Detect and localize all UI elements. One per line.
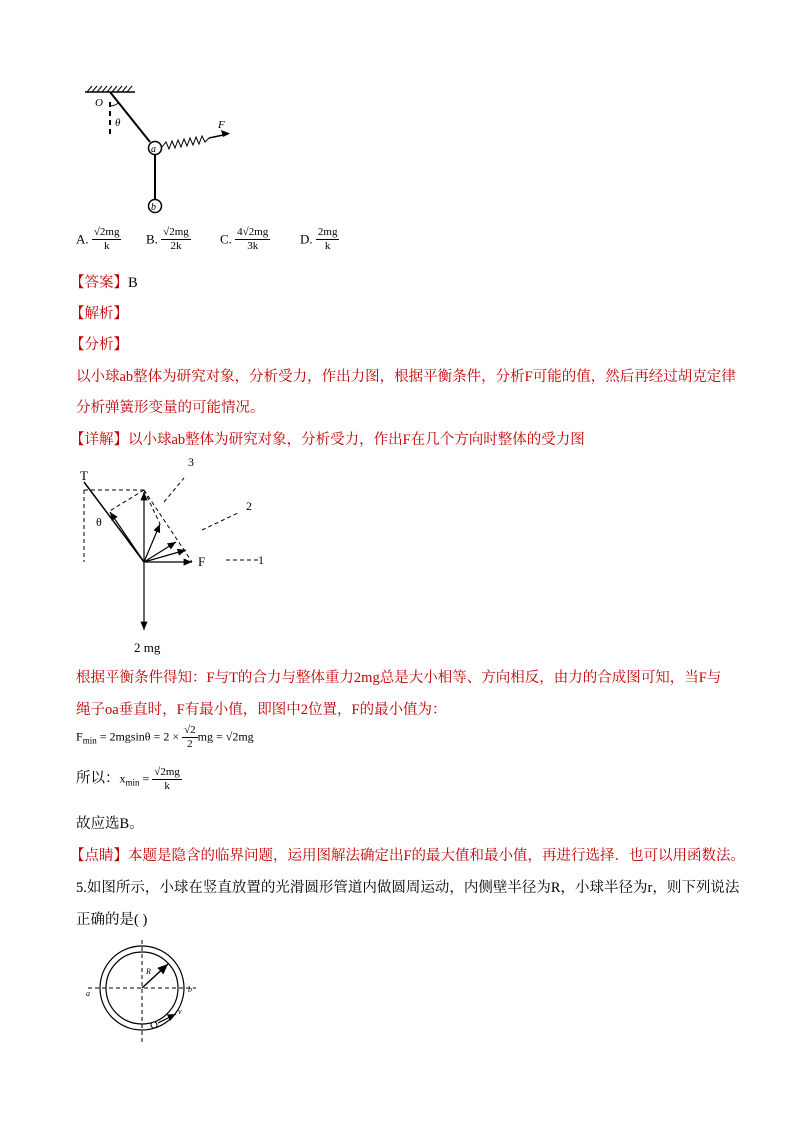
xiangjie-line [70, 428, 585, 449]
answer-value: B [128, 275, 138, 291]
label-theta-2: θ [96, 515, 102, 529]
label-2: 2 [246, 499, 252, 513]
label-b-3: b [188, 985, 192, 994]
jiexi-tag: 【解析】 [70, 306, 128, 322]
fenxi-text-1: 以小球ab整体为研究对象，分析受力，作出力图，根据平衡条件，分析F可能的值，然后再经过胡克定律 [76, 369, 736, 385]
q5-text-2: 正确的是( ) [76, 912, 148, 928]
fenxi-text-2: 分析弹簧形变量的可能情况。 [76, 400, 265, 416]
label-a: a [151, 144, 156, 155]
option-a: A. $\frac{√2mg}{k}$ [76, 226, 120, 252]
option-d: D. $\frac{2mg}{k}$ [300, 226, 338, 252]
label-f: F [218, 119, 225, 131]
label-a-3: a [86, 989, 90, 998]
figure-force-diagram [76, 454, 276, 660]
dianjing-line [70, 844, 745, 865]
figure-pendulum-spring [80, 84, 250, 216]
q5-text-1: 5.如图所示，小球在竖直放置的光滑圆形管道内做圆周运动，内侧壁半径为R，小球半径为r，则下列说法 [76, 880, 740, 896]
formula-fmin: $F_{min} = 2mgsin\theta = 2$ × $\frac{√2}{2}$ mg = √2mg [76, 724, 254, 750]
answer-line [70, 271, 138, 292]
body-text-2: 绳子oa垂直时，F有最小值，即图中2位置，F的最小值为： [76, 702, 447, 718]
label-f-2: F [198, 554, 206, 569]
option-c: C. $\frac{4√2mg}{3k}$ [220, 226, 269, 252]
fenxi-tag: 【分析】 [70, 337, 128, 353]
answer-tag: 【答案】 [70, 275, 128, 291]
option-b: B. $\frac{√2mg}{2k}$ [146, 226, 189, 252]
label-v: v [178, 1007, 182, 1016]
body-text-1: 根据平衡条件得知：F与T的合力与整体重力2mg总是大小相等、方向相反，由力的合成图可知，当F与 [76, 670, 722, 686]
formula-xmin: 所以：$x_{min}$ = $\frac{√2mg}{k}$ [76, 766, 180, 792]
label-o: O [95, 97, 103, 109]
label-b: b [151, 202, 156, 213]
label-3: 3 [188, 455, 194, 469]
conclusion: 故应选B。 [76, 816, 144, 832]
label-r: R [146, 967, 151, 976]
label-t: T [80, 468, 88, 483]
dianjing-text: 本题是隐含的临界问题，运用图解法确定出F的最大值和最小值，再进行选择．也可以用函数法。 [128, 848, 746, 864]
label-2mg: 2 mg [134, 640, 161, 655]
label-1: 1 [258, 553, 264, 567]
label-theta: θ [115, 117, 121, 129]
xiangjie-text: 以小球ab整体为研究对象，分析受力，作出F在几个方向时整体的受力图 [128, 432, 585, 448]
xiangjie-tag: 【详解】 [70, 432, 128, 448]
figure-circular-tube [84, 938, 200, 1046]
dianjing-tag: 【点睛】 [70, 848, 128, 864]
